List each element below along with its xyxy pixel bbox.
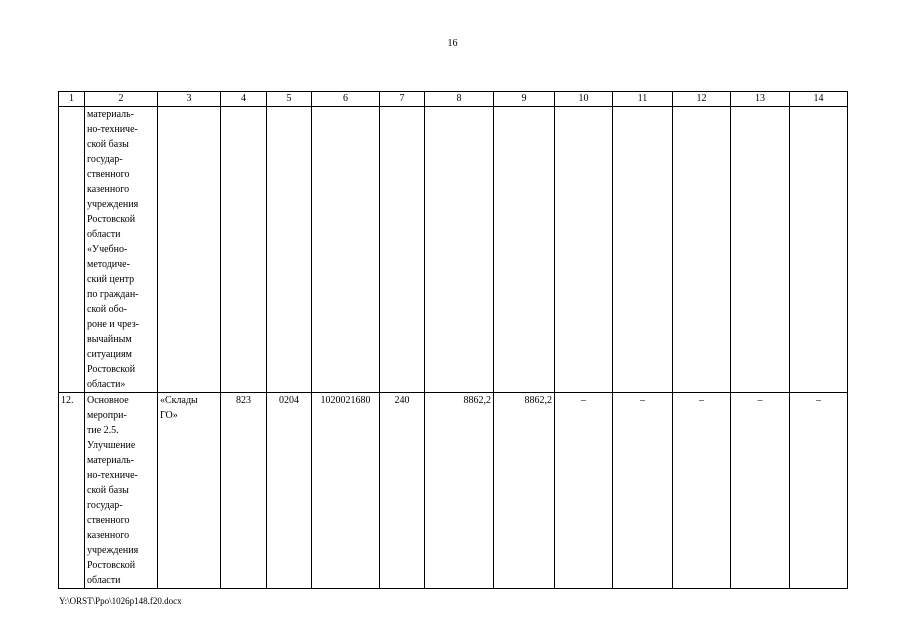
cell-col5: [267, 107, 312, 393]
header-cell-10: 10: [555, 92, 613, 107]
description-line: области: [87, 575, 121, 586]
description-line: ский центр: [87, 274, 135, 285]
cell-number: 12.: [59, 393, 85, 589]
cell-col9: [494, 107, 555, 393]
description-line: «Учебно-: [87, 244, 128, 255]
header-cell-5: 5: [267, 92, 312, 107]
description-line: меропри-: [87, 410, 127, 421]
footer-file-path: Y:\ORST\Ppo\1026p148.f20.docx: [59, 596, 182, 606]
page-number: 16: [447, 38, 458, 49]
header-row: [59, 92, 848, 107]
description-line: учреждения: [87, 199, 139, 210]
description-line: материаль-: [87, 455, 135, 466]
cell-col14: –: [790, 393, 848, 589]
header-cell-9: 9: [494, 92, 555, 107]
cell-col8: 8862,2: [425, 393, 494, 589]
header-cell-4: 4: [221, 92, 267, 107]
header-cell-11: 11: [613, 92, 673, 107]
description-line: Ростовской: [87, 364, 136, 375]
description-line: области»: [87, 379, 126, 390]
description-line: роне и чрез-: [87, 319, 140, 330]
budget-table: [58, 91, 848, 589]
description-line: но-техниче-: [87, 470, 138, 481]
description-line: области: [87, 229, 121, 240]
cell-col8: [425, 107, 494, 393]
description-line: тие 2.5.: [87, 425, 119, 436]
cell-object: [158, 393, 221, 589]
description-line: государ-: [87, 154, 123, 165]
description-line: методиче-: [87, 259, 130, 270]
cell-col9: 8862,2: [494, 393, 555, 589]
object-line: ГО»: [160, 410, 178, 421]
description-line: ситуациям: [87, 349, 132, 360]
cell-col10: –: [555, 393, 613, 589]
description-line: ской базы: [87, 485, 129, 496]
description-line: вычайным: [87, 334, 132, 345]
header-cell-2: 2: [85, 92, 158, 107]
table-row-12: [59, 393, 848, 589]
description-line: Основное: [87, 395, 129, 406]
description-line: ской обо-: [87, 304, 128, 315]
cell-col11: –: [613, 393, 673, 589]
table-row-continuation: [59, 107, 848, 393]
cell-number: [59, 107, 85, 393]
description-line: учреждения: [87, 545, 139, 556]
cell-col4: 823: [221, 393, 267, 589]
cell-description: [85, 393, 158, 589]
cell-col5: 0204: [267, 393, 312, 589]
description-line: материаль-: [87, 109, 135, 120]
cell-col13: –: [731, 393, 790, 589]
description-line: казенного: [87, 184, 130, 195]
header-cell-3: 3: [158, 92, 221, 107]
header-cell-6: 6: [312, 92, 380, 107]
description-line: но-техниче-: [87, 124, 138, 135]
cell-col10: [555, 107, 613, 393]
header-cell-12: 12: [673, 92, 731, 107]
cell-col6: [312, 107, 380, 393]
header-cell-14: 14: [790, 92, 848, 107]
description-line: ственного: [87, 515, 130, 526]
description-line: Улучшение: [87, 440, 136, 451]
cell-description: [85, 107, 158, 393]
cell-col6: 1020021680: [312, 393, 380, 589]
header-cell-13: 13: [731, 92, 790, 107]
description-line: государ-: [87, 500, 123, 511]
cell-col14: [790, 107, 848, 393]
description-line: Ростовской: [87, 560, 136, 571]
cell-col4: [221, 107, 267, 393]
description-line: по граждан-: [87, 289, 139, 300]
cell-col13: [731, 107, 790, 393]
object-line: «Склады: [160, 395, 198, 406]
description-line: казенного: [87, 530, 130, 541]
cell-col7: 240: [380, 393, 425, 589]
cell-col12: –: [673, 393, 731, 589]
description-line: ственного: [87, 169, 130, 180]
description-line: Ростовской: [87, 214, 136, 225]
cell-col11: [613, 107, 673, 393]
header-cell-8: 8: [425, 92, 494, 107]
cell-col7: [380, 107, 425, 393]
header-cell-1: 1: [59, 92, 85, 107]
description-line: ской базы: [87, 139, 129, 150]
header-cell-7: 7: [380, 92, 425, 107]
cell-col3: [158, 107, 221, 393]
cell-col12: [673, 107, 731, 393]
